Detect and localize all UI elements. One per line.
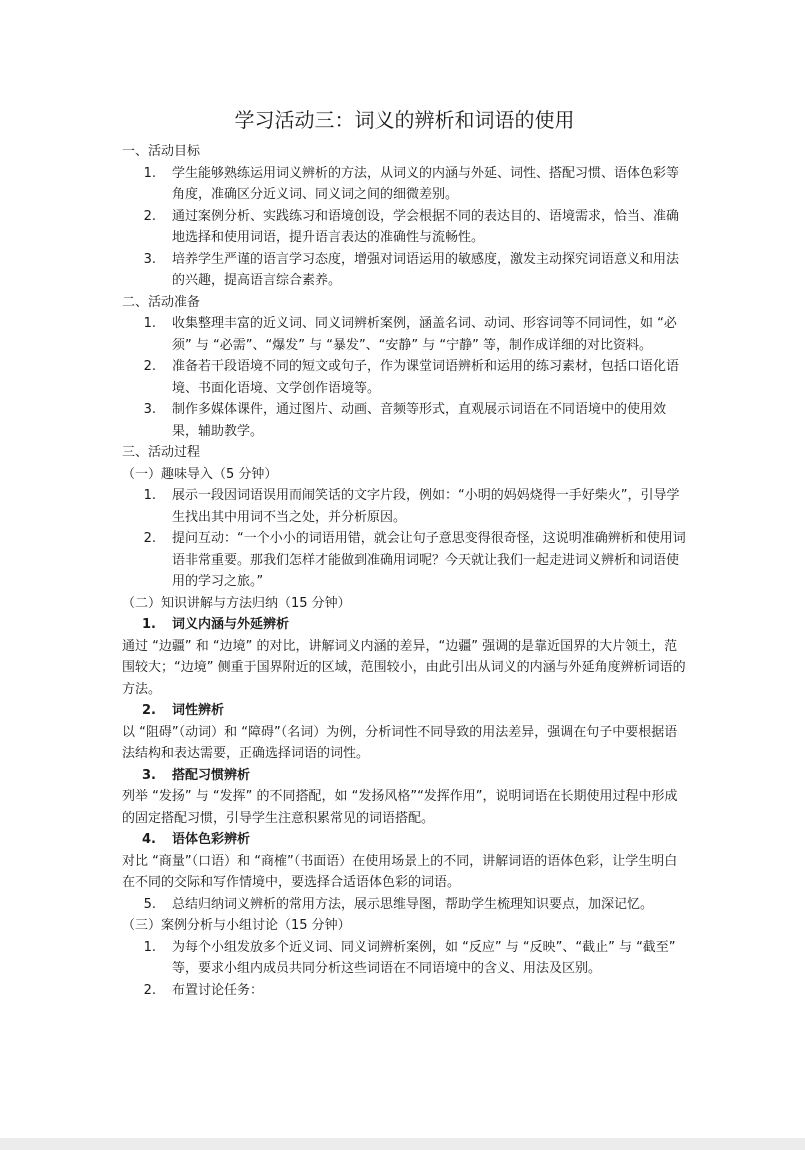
knowledge-paragraph-3: 列举 “发扬” 与 “发挥” 的不同搭配，如 “发扬风格”“发挥作用”，说明词语在长期使用过程中形成的固定搭配习惯，引导学生注意积累常见的词语搭配。 (122, 789, 678, 826)
knowledge-paragraph-4: 对比 “商量”（口语）和 “商榷”（书面语）在使用场景上的不同，讲解词语的语体色彩，让学生明白在不同的交际和写作情境中，要选择合适语体色彩的词语。 (122, 853, 678, 890)
list-item: 1. 为每个小组发放多个近义词、同义词辨析案例，如 “反应” 与 “反映”、“截止” 与 “截至” 等，要求小组内成员共同分析这些词语在不同语境中的含义、用法及区别。 (143, 939, 676, 976)
list-item: 2. 提问互动：“一个小小的词语用错，就会让句子意思变得很奇怪，这说明准确辨析和使用词语非常重要。那我们怎样才能做到准确用词呢？今天就让我们一起走进词义辨析和词语使用的学习之旅。” (143, 531, 686, 589)
list-item: 2. 准备若干段语境不同的短文或句子，作为课堂词语辨析和运用的练习素材，包括口语化语境、书面化语境、文学创作语境等。 (143, 359, 680, 396)
list-item: 2. 布置讨论任务： (143, 982, 264, 998)
section-heading-process: 三、活动过程 (122, 445, 201, 460)
section-heading-preparation: 二、活动准备 (122, 294, 201, 310)
knowledge-heading-4: 4. 语体色彩辨析 (142, 832, 251, 847)
subsection-heading-case: （三）案例分析与小组讨论（15 分钟） (122, 918, 351, 933)
preparation-list (122, 313, 687, 442)
page-title: 学习活动三：词义的辨析和词语的使用 (234, 108, 575, 132)
list-item: 3. 制作多媒体课件，通过图片、动画、音频等形式，直观展示词语在不同语境中的使用效果，辅助教学。 (143, 402, 667, 439)
list-item: 3. 培养学生严谨的语言学习态度，增强对词语运用的敏感度，激发主动探究词语意义和用法的兴趣，提高语言综合素养。 (143, 251, 680, 288)
list-item: 1. 收集整理丰富的近义词、同义词辨析案例，涵盖名词、动词、形容词等不同词性，如 “必须” 与 “必需”、“爆发” 与 “暴发”、“安静” 与 “宁静” 等，制作成详细的对比资料。 (143, 316, 677, 353)
knowledge-heading-2: 2. 词性辨析 (142, 703, 225, 718)
goals-list (122, 163, 687, 292)
intro-list (122, 485, 687, 593)
section-heading-goals: 一、活动目标 (122, 144, 201, 159)
knowledge-paragraph-2: 以 “阻碍”（动词）和 “障碍”（名词）为例，分析词性不同导致的用法差异，强调在句子中要根据语法结构和表达需要，正确选择词语的词性。 (122, 724, 678, 761)
list-item: 5. 总结归纳词义辨析的常用方法，展示思维导图，帮助学生梳理知识要点，加深记忆。 (143, 896, 654, 912)
list-item: 2. 通过案例分析、实践练习和语境创设，学会根据不同的表达目的、语境需求，恰当、准确地选择和使用词语，提升语言表达的准确性与流畅性。 (143, 208, 680, 245)
list-item: 1. 学生能够熟练运用词义辨析的方法，从词义的内涵与外延、词性、搭配习惯、语体色彩等角度，准确区分近义词、同义词之间的细微差别。 (143, 165, 680, 202)
subsection-heading-knowledge: （二）知识讲解与方法归纳（15 分钟） (122, 595, 351, 611)
knowledge-paragraph-1: 通过 “边疆” 和 “边境” 的对比，讲解词义内涵的差异，“边疆” 强调的是靠近国界的大片领土，范围较大；“边境” 侧重于国界附近的区域，范围较小，由此引出从词义的内涵与外延角度辨析词语的方法。 (122, 638, 686, 697)
subsection-heading-intro: （一）趣味导入（5 分钟） (122, 466, 278, 482)
document-content (122, 105, 687, 1001)
case-list (122, 937, 687, 1002)
knowledge-heading-3: 3. 搭配习惯辨析 (142, 767, 251, 783)
knowledge-heading-1: 1. 词义内涵与外延辨析 (142, 617, 290, 632)
list-item: 1. 展示一段因词语误用而闹笑话的文字片段，例如：“小明的妈妈烧得一手好柴火”，引导学生找出其中用词不当之处，并分析原因。 (143, 488, 680, 525)
